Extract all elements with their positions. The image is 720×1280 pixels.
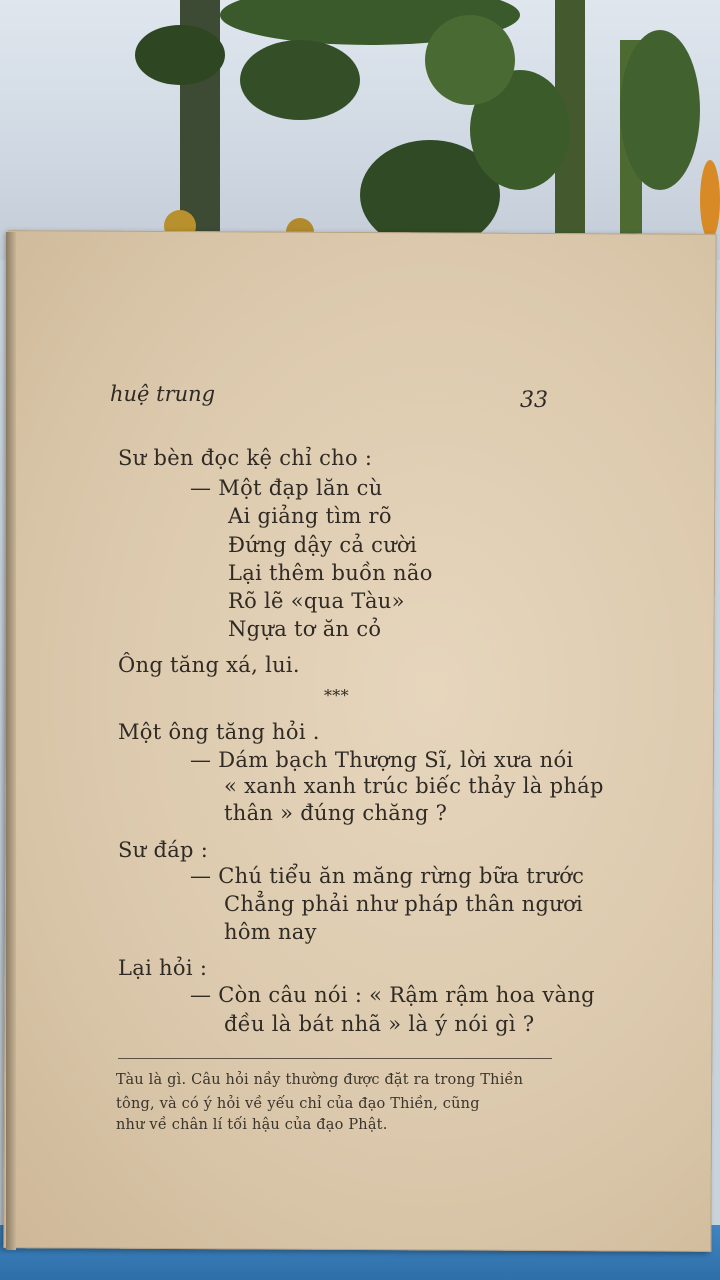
text-line: Rõ lẽ «qua Tàu» xyxy=(228,589,405,613)
text-line: Ngựa tơ ăn cỏ xyxy=(228,617,382,641)
footnote-line: như về chân lí tối hậu của đạo Phật. xyxy=(116,1117,388,1133)
footnote-line: Tàu là gì. Câu hỏi nầy thường được đặt ra trong Thiền xyxy=(116,1072,524,1088)
text-line: — Chú tiểu ăn măng rừng bữa trước xyxy=(190,864,585,888)
text-line: Sư bèn đọc kệ chỉ cho : xyxy=(118,446,373,470)
page-spine xyxy=(6,232,16,1250)
text-line: Một ông tăng hỏi . xyxy=(118,720,320,744)
plant-leaves xyxy=(0,0,720,260)
text-line: — Một đạp lăn cù xyxy=(190,476,383,500)
text-line: — Dám bạch Thượng Sĩ, lời xưa nói xyxy=(190,748,574,772)
text-line: Sư đáp : xyxy=(118,838,209,862)
text-line: đều là bát nhã » là ý nói gì ? xyxy=(224,1012,535,1036)
running-header: huệ trung xyxy=(110,382,216,406)
footnote-line: tông, và có ý hỏi về yếu chỉ của đạo Thiền, cũng xyxy=(116,1096,480,1112)
text-line: Chẳng phải như pháp thân ngươi xyxy=(224,892,584,916)
section-divider: *** xyxy=(324,686,349,705)
text-line: — Còn câu nói : « Rậm rậm hoa vàng xyxy=(190,983,595,1007)
text-line: Lại hỏi : xyxy=(118,956,208,980)
text-line: Lại thêm buồn não xyxy=(228,561,433,585)
text-line: Ai giảng tìm rõ xyxy=(228,504,392,528)
footnote-rule xyxy=(118,1058,552,1059)
page-number: 33 xyxy=(520,388,548,413)
text-line: Đứng dậy cả cười xyxy=(228,533,418,557)
text-line: hôm nay xyxy=(224,920,317,944)
text-line: Ông tăng xá, lui. xyxy=(118,653,300,677)
text-line: thân » đúng chăng ? xyxy=(224,801,448,825)
text-line: « xanh xanh trúc biếc thảy là pháp xyxy=(224,774,604,798)
